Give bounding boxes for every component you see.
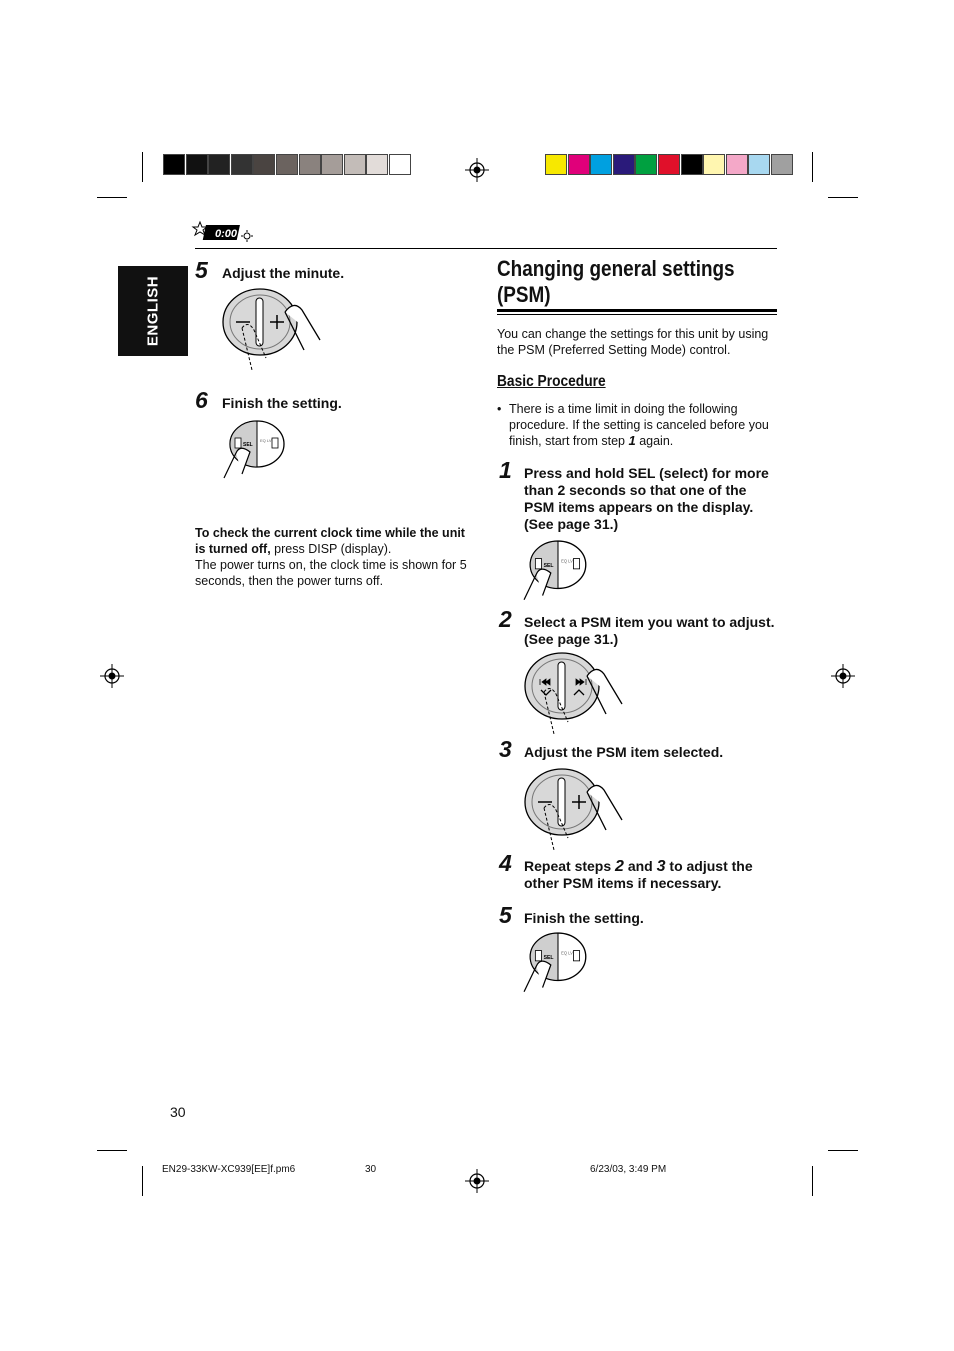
clock-note	[195, 525, 477, 589]
language-tab	[118, 266, 188, 356]
sel-label: SEL	[543, 562, 554, 569]
step-text: Adjust the minute.	[222, 265, 345, 281]
header-rule	[195, 248, 777, 249]
color-swatch	[163, 154, 185, 175]
crop-mark	[142, 1166, 143, 1196]
color-swatch	[344, 154, 366, 175]
color-swatch	[590, 154, 612, 175]
color-swatch	[568, 154, 590, 175]
clock-setting-icon	[195, 220, 255, 244]
eq-label: EQ LV	[561, 558, 573, 564]
step-text: Select a PSM item you want to adjust. (See page 31.)	[524, 614, 775, 647]
color-swatch	[366, 154, 388, 175]
step-text: Finish the setting.	[524, 910, 644, 926]
color-swatch	[253, 154, 275, 175]
sel-button-illustration	[518, 930, 598, 1002]
step-number: 3	[499, 736, 512, 762]
sel-button-illustration	[518, 538, 598, 610]
step-number: 1	[499, 457, 512, 483]
registration-target-icon	[831, 664, 855, 688]
color-swatch	[299, 154, 321, 175]
bullet-text-post: again.	[635, 434, 674, 448]
step-text: Adjust the PSM item selected.	[524, 744, 724, 760]
clock-note-line2: The power turns on, the clock time is shown for 5 seconds, then the power turns off.	[195, 558, 467, 588]
crop-mark	[828, 1150, 858, 1151]
crop-mark	[812, 152, 813, 182]
crop-mark	[142, 152, 143, 182]
rocker-button-illustration	[222, 288, 332, 373]
sel-label: SEL	[243, 442, 253, 448]
step-text-post: to adjust the other PSM items if necessary.	[524, 858, 753, 891]
color-swatch	[208, 154, 230, 175]
crop-mark	[97, 1150, 127, 1151]
eq-label: EQ LV	[260, 438, 272, 443]
footer-datetime: 6/23/03, 3:49 PM	[590, 1164, 667, 1175]
intro-text: You can change the settings for this unit by using the PSM (Preferred Setting Mode) control.	[497, 327, 769, 357]
clock-note-rest: press DISP (display).	[270, 542, 392, 556]
color-swatch	[321, 154, 343, 175]
clock-icon-text: 0:00	[215, 228, 238, 240]
color-swatch	[231, 154, 253, 175]
language-tab-label: ENGLISH	[144, 275, 162, 347]
color-swatch	[276, 154, 298, 175]
step-text-mid: and	[623, 858, 657, 874]
step-number: 5	[499, 902, 512, 928]
color-swatch	[389, 154, 411, 175]
page-title: Changing general settings (PSM)	[497, 256, 735, 307]
clock-note-bold: To check the current clock time while the unit is turned off,	[195, 526, 465, 556]
bullet-stepref: 1	[628, 433, 636, 448]
title-rule	[497, 309, 777, 312]
step-number: 4	[499, 850, 512, 876]
color-swatch	[703, 154, 725, 175]
color-swatch	[613, 154, 635, 175]
color-swatch	[545, 154, 567, 175]
crop-mark	[97, 197, 127, 198]
step-text	[524, 858, 780, 892]
step-number: 2	[499, 606, 512, 632]
footer-file: EN29-33KW-XC939[EE]f.pm6	[162, 1164, 296, 1175]
step-ref: 2	[615, 858, 624, 875]
sel-label: SEL	[543, 954, 554, 961]
rocker-button-illustration	[524, 768, 634, 853]
bullet-text-pre: There is a time limit in doing the following procedure. If the setting is canceled before you finish, start from step	[509, 402, 769, 448]
color-swatch	[771, 154, 793, 175]
page-number: 30	[170, 1104, 186, 1120]
eq-label: EQ LV	[561, 950, 573, 956]
step-text: Finish the setting.	[222, 395, 342, 411]
crop-mark	[812, 1166, 813, 1196]
step-number: 6	[195, 387, 208, 413]
step-number: 5	[195, 257, 208, 283]
color-swatch	[681, 154, 703, 175]
sel-button-illustration	[222, 418, 292, 488]
registration-target-icon	[465, 1169, 489, 1193]
track-rocker-illustration	[524, 652, 634, 737]
title-rule-thin	[497, 314, 777, 315]
section-subheading: Basic Procedure	[497, 373, 606, 390]
bullet-text	[509, 401, 779, 449]
crop-mark	[828, 197, 858, 198]
color-swatch	[748, 154, 770, 175]
bullet-mark: •	[497, 402, 502, 416]
footer-page: 30	[365, 1164, 377, 1175]
color-swatch	[726, 154, 748, 175]
color-swatch	[186, 154, 208, 175]
color-swatch	[635, 154, 657, 175]
step-ref: 3	[656, 858, 666, 875]
color-swatch	[658, 154, 680, 175]
registration-target-icon	[465, 158, 489, 182]
registration-target-icon	[100, 664, 124, 688]
step-text: Press and hold SEL (select) for more than 2 seconds so that one of the PSM items appears on the display. (See page 31.)	[524, 465, 769, 532]
step-text-pre: Repeat steps	[524, 858, 616, 874]
